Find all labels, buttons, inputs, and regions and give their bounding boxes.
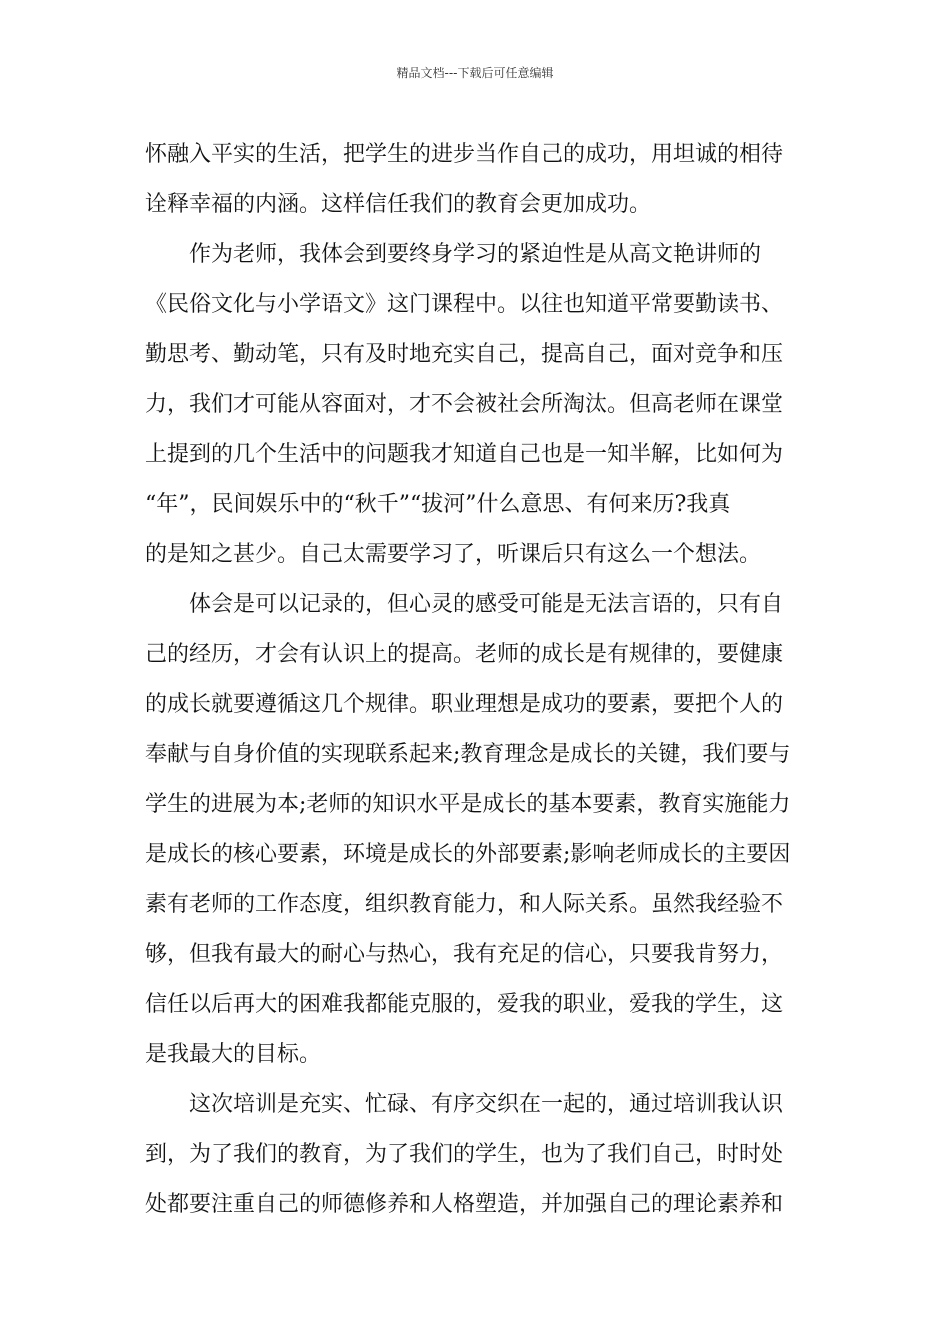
text-line: 奉献与自身价值的实现联系起来;教育理念是成长的关键，我们要与 <box>145 742 791 767</box>
text-line: 的是知之甚少。自己太需要学习了，听课后只有这么一个想法。 <box>145 542 762 567</box>
text-line: 《民俗文化与小学语文》这门课程中。以往也知道平常要勤读书、 <box>145 292 784 317</box>
text-line: 力，我们才可能从容面对，才不会被社会所淘汰。但高老师在课堂 <box>145 392 784 417</box>
page-header: 精品文档---下载后可任意编辑 <box>396 66 554 80</box>
text-line: 勤思考、勤动笔，只有及时地充实自己，提高自己，面对竞争和压 <box>145 342 784 367</box>
text-line: 怀融入平实的生活，把学生的进步当作自己的成功，用坦诚的相待 <box>145 142 784 167</box>
text-line: 学生的进展为本;老师的知识水平是成长的基本要素，教育实施能力 <box>145 792 791 817</box>
text-line: 素有老师的工作态度，组织教育能力，和人际关系。虽然我经验不 <box>145 892 784 917</box>
text-line: 处都要注重自己的师德修养和人格塑造，并加强自己的理论素养和 <box>145 1192 784 1217</box>
text-line: 信任以后再大的困难我都能克服的，爱我的职业，爱我的学生，这 <box>145 992 784 1017</box>
paragraph-first-line: 这次培训是充实、忙碌、有序交织在一起的，通过培训我认识 <box>189 1092 784 1117</box>
text-line: 己的经历，才会有认识上的提高。老师的成长是有规律的，要健康 <box>145 642 784 667</box>
text-line: 是成长的核心要素，环境是成长的外部要素;影响老师成长的主要因 <box>145 842 791 867</box>
paragraph-first-line: 体会是可以记录的，但心灵的感受可能是无法言语的，只有自 <box>189 592 784 617</box>
text-line: 到，为了我们的教育，为了我们的学生，也为了我们自己，时时处 <box>145 1142 784 1167</box>
document-body <box>145 130 807 1230</box>
text-line: “年”，民间娱乐中的“秋千”“拔河”什么意思、有何来历?我真 <box>145 492 731 517</box>
text-line: 是我最大的目标。 <box>145 1042 322 1067</box>
paragraph-first-line: 作为老师，我体会到要终身学习的紧迫性是从高文艳讲师的 <box>189 242 762 267</box>
text-line: 够，但我有最大的耐心与热心，我有充足的信心，只要我肯努力， <box>145 942 784 967</box>
text-line: 的成长就要遵循这几个规律。职业理想是成功的要素，要把个人的 <box>145 692 784 717</box>
text-line: 上提到的几个生活中的问题我才知道自己也是一知半解，比如何为 <box>145 442 784 467</box>
text-line: 诠释幸福的内涵。这样信任我们的教育会更加成功。 <box>145 192 652 217</box>
